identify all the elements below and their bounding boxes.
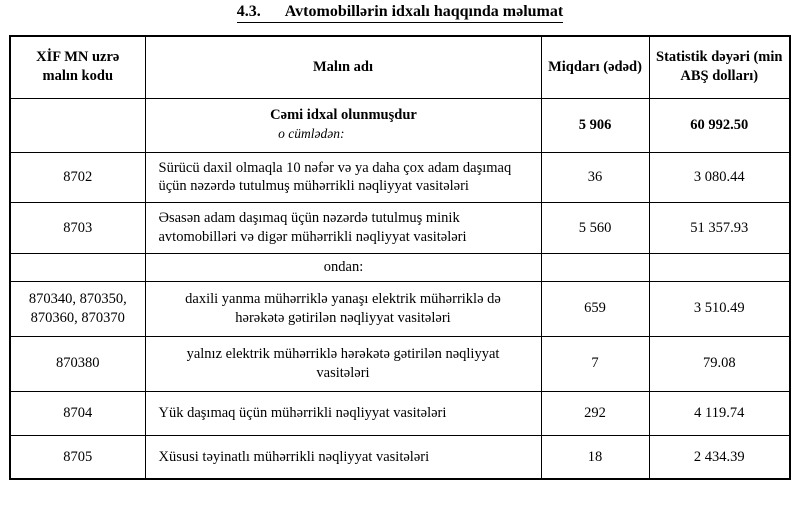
cell-product-name: ondan: — [145, 253, 541, 281]
cell-statistical-value: 3 080.44 — [649, 152, 790, 203]
total-name-wrap — [270, 106, 417, 142]
cell-product-code: 8704 — [10, 391, 145, 435]
cell-statistical-value: 51 357.93 — [649, 203, 790, 254]
cell-quantity: 659 — [541, 281, 649, 336]
cell-product-name: daxili yanma mühərriklə yanaşı elektrik mühərriklə də hərəkətə gətirilən nəqliyyat vasitələri — [145, 281, 541, 336]
table-row — [10, 203, 790, 254]
col-header-product-name: Malın adı — [145, 36, 541, 98]
cell-statistical-value: 3 510.49 — [649, 281, 790, 336]
cell-product-code — [10, 98, 145, 152]
col-header-quantity: Miqdarı (ədəd) — [541, 36, 649, 98]
cell-quantity — [541, 253, 649, 281]
total-note: o cümlədən: — [278, 126, 345, 141]
table-row — [10, 152, 790, 203]
cell-quantity: 36 — [541, 152, 649, 203]
cell-product-name: Sürücü daxil olmaqla 10 nəfər və ya daha çox adam daşımaq üçün nəzərdə tutulmuş mühərrikli nəqliyyat vasitələri — [145, 152, 541, 203]
cell-quantity: 5 906 — [541, 98, 649, 152]
cell-statistical-value — [649, 253, 790, 281]
cell-product-code — [10, 253, 145, 281]
cell-product-code: 8705 — [10, 435, 145, 479]
table-row — [10, 281, 790, 336]
col-header-product-code: XİF MN uzrə malın kodu — [10, 36, 145, 98]
cell-product-code: 870380 — [10, 336, 145, 391]
col-header-value: Statistik dəyəri (min ABŞ dolları) — [649, 36, 790, 98]
table-row — [10, 391, 790, 435]
section-title-text: Avtomobillərin idxalı haqqında məlumat — [284, 3, 564, 20]
cell-product-code: 8703 — [10, 203, 145, 254]
cell-product-code: 8702 — [10, 152, 145, 203]
cell-product-name — [145, 98, 541, 152]
section-title-underline — [237, 3, 563, 23]
total-label: Cəmi idxal olunmuşdur — [270, 107, 417, 124]
section-number: 4.3. — [236, 3, 261, 20]
cell-statistical-value: 2 434.39 — [649, 435, 790, 479]
section-title — [0, 3, 800, 23]
cell-product-name: yalnız elektrik mühərriklə hərəkətə gətirilən nəqliyyat vasitələri — [145, 336, 541, 391]
cell-product-code: 870340, 870350, 870360, 870370 — [10, 281, 145, 336]
cell-statistical-value: 4 119.74 — [649, 391, 790, 435]
cell-product-name: Əsasən adam daşımaq üçün nəzərdə tutulmuş minik avtomobilləri və digər mühərrikli nəqliyyat vasitələri — [145, 203, 541, 254]
cell-statistical-value: 79.08 — [649, 336, 790, 391]
imports-table — [9, 35, 791, 480]
table-header-row — [10, 36, 790, 98]
cell-product-name: Yük daşımaq üçün mühərrikli nəqliyyat vasitələri — [145, 391, 541, 435]
table-row — [10, 336, 790, 391]
cell-quantity: 18 — [541, 435, 649, 479]
table-body — [10, 98, 790, 479]
cell-quantity: 292 — [541, 391, 649, 435]
table-row — [10, 253, 790, 281]
cell-quantity: 7 — [541, 336, 649, 391]
cell-product-name: Xüsusi təyinatlı mühərrikli nəqliyyat vasitələri — [145, 435, 541, 479]
cell-quantity: 5 560 — [541, 203, 649, 254]
cell-statistical-value: 60 992.50 — [649, 98, 790, 152]
table-row — [10, 435, 790, 479]
table-row — [10, 98, 790, 152]
